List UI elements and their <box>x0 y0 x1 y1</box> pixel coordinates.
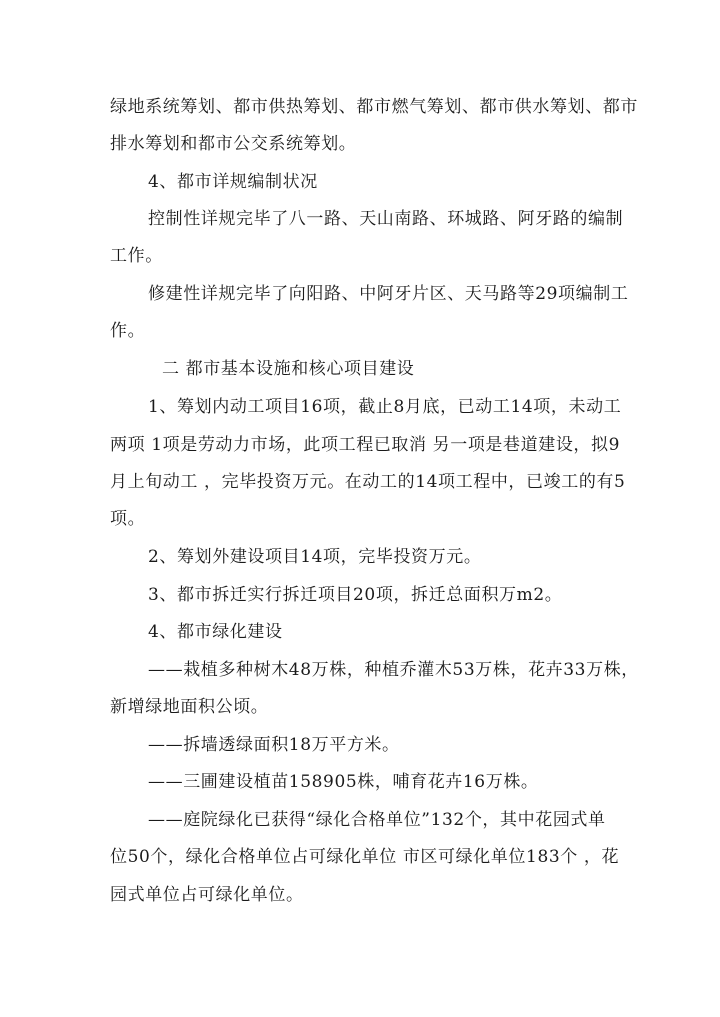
paragraph-line: 两项 1项是劳动力市场，此项工程已取消 另一项是巷道建设，拟9 <box>110 435 621 455</box>
paragraph-line: 1、筹划内动工项目16项，截止8月底，已动工14项，未动工 <box>148 397 622 417</box>
paragraph-line: 位50个，绿化合格单位占可绿化单位 市区可绿化单位183个 ，花 <box>110 847 620 867</box>
paragraph-line: 2、筹划外建设项目14项，完毕投资万元。 <box>148 547 482 567</box>
paragraph-line: 排水筹划和都市公交系统筹划。 <box>110 134 357 154</box>
section-heading: 二 都市基本设施和核心项目建设 <box>162 359 415 379</box>
paragraph-line: 控制性详规完毕了八一路、天山南路、环城路、阿牙路的编制 <box>148 209 624 229</box>
paragraph-line: 项。 <box>110 509 146 529</box>
paragraph-line: 工作。 <box>110 246 163 266</box>
paragraph-line: 月上旬动工 ，完毕投资万元。在动工的14项工程中，已竣工的有5 <box>110 472 626 492</box>
paragraph-line: ——拆墙透绿面积18万平方米。 <box>148 735 400 755</box>
section-heading: 4、都市绿化建设 <box>148 622 283 642</box>
paragraph-line: 绿地系统筹划、都市供热筹划、都市燃气筹划、都市供水筹划、都市 <box>110 97 638 117</box>
paragraph-line: 新增绿地面积公顷。 <box>110 697 269 717</box>
paragraph-line: 修建性详规完毕了向阳路、中阿牙片区、天马路等29项编制工 <box>148 284 629 304</box>
section-heading: 4、都市详规编制状况 <box>148 172 318 192</box>
paragraph-line: 园式单位占可绿化单位。 <box>110 885 304 905</box>
paragraph-line: 作。 <box>110 321 146 341</box>
paragraph-line: ——栽植多种树木48万株，种植乔灌木53万株，花卉33万株， <box>148 660 639 680</box>
paragraph-line: 3、都市拆迁实行拆迁项目20项，拆迁总面积万m2。 <box>148 585 563 605</box>
paragraph-line: ——庭院绿化已获得“绿化合格单位”132个，其中花园式单 <box>148 810 606 830</box>
paragraph-line: ——三圃建设植苗158905株，哺育花卉16万株。 <box>148 772 539 792</box>
